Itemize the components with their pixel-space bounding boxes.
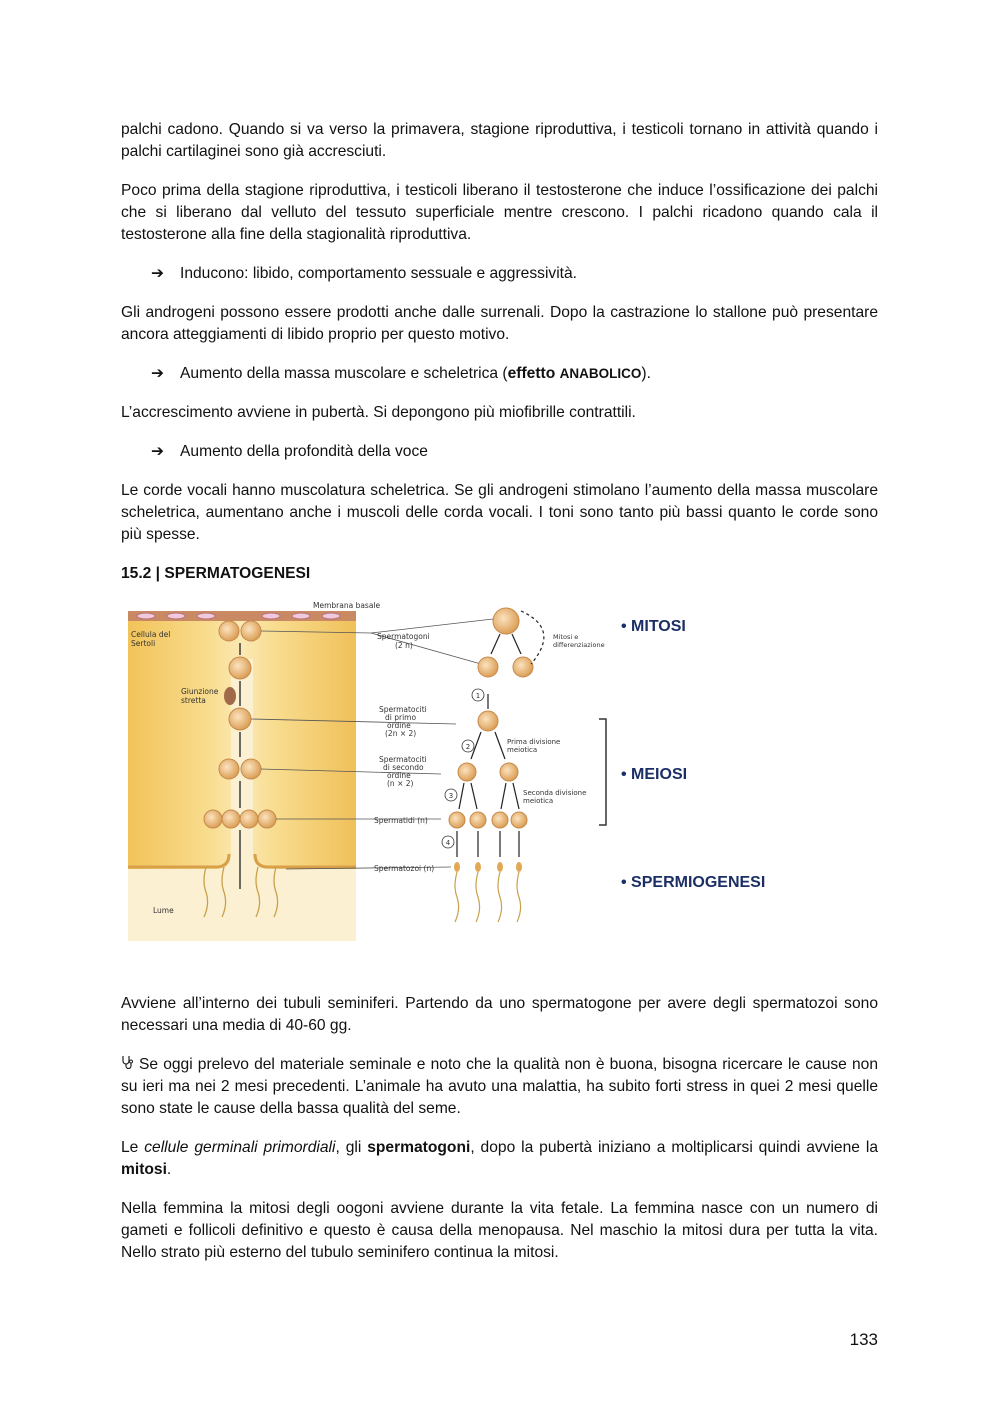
figure-label: Spermatogoni	[377, 632, 430, 641]
figure-label: (n × 2)	[387, 779, 414, 788]
figure-label: Giunzione	[181, 687, 219, 696]
figure-label: Membrana basale	[313, 601, 381, 610]
figure-svg	[121, 599, 878, 969]
bullet-text: ).	[641, 365, 651, 382]
figure-label: (2 n)	[395, 641, 413, 650]
italic-text: cellule germinali primordiali	[144, 1139, 336, 1156]
bullet-item	[121, 263, 878, 285]
step-number: 1	[475, 692, 481, 700]
paragraph: palchi cadono. Quando si va verso la primavera, stagione riproduttiva, i testicoli tornano in attività quando i palchi cartilaginei sono già accresciuti.	[121, 121, 878, 160]
arrow-icon: ➔	[151, 265, 165, 282]
bold-text: spermatogoni	[367, 1139, 471, 1156]
figure-label: Mitosi e	[553, 633, 579, 641]
figure-label: Cellula del	[131, 630, 171, 639]
paragraph: Avviene all’interno dei tubuli seminiferi. Partendo da uno spermatogone per avere degli spermatozoi sono necessari una media di 40-60 gg.	[121, 995, 878, 1034]
step-number: 2	[465, 743, 471, 751]
phase-label-meiosi: • MEIOSI	[621, 766, 688, 783]
figure-label: Spermatociti	[379, 705, 427, 714]
figure-label: Sertoli	[131, 639, 156, 648]
section-heading: 15.2 | SPERMATOGENESI	[121, 565, 311, 582]
figure-label: Seconda divisione	[523, 789, 587, 797]
tight-junction	[224, 687, 236, 705]
figure-label: ordine	[387, 771, 411, 780]
figure-label: ordine	[387, 721, 411, 730]
step-number: 3	[448, 792, 454, 800]
bullet-item	[121, 441, 878, 463]
bullet-text: Inducono: libido, comportamento sessuale e aggressività.	[180, 265, 578, 282]
figure-label: Prima divisione	[507, 738, 561, 746]
bullet-text: Aumento della profondità della voce	[180, 443, 428, 460]
figure-label: differenziazione	[553, 641, 605, 649]
figure-label: stretta	[181, 696, 206, 705]
paragraph-text: Se oggi prelevo del materiale seminale e noto che la qualità non è buona, bisogna ricercare le cause non su ieri ma nei 2 mesi precedenti. L’animale ha avuto una malattia, ha subito forti stress in quei 2 mesi quelle sono state le cause della bassa qualità del seme.	[121, 1056, 878, 1117]
figure-label: di primo	[385, 713, 417, 722]
figure-label: Spermatozoi (n)	[374, 864, 435, 873]
figure-label: di secondo	[383, 763, 424, 772]
bullet-item	[121, 363, 878, 385]
bold-text: effetto	[507, 365, 556, 382]
paragraph: Nella femmina la mitosi degli oogoni avviene durante la vita fetale. La femmina nasce con un numero di gameti e follicoli definitivo e questo è causa della menopausa. Nel maschio la mitosi dura per tutta la vita. Nello strato più esterno del tubulo seminifero continua la mitosi.	[121, 1200, 878, 1261]
paragraph	[121, 1137, 878, 1181]
phase-label-mitosi: • MITOSI	[621, 618, 686, 635]
paragraph: L’accrescimento avviene in pubertà. Si depongono più miofibrille contrattili.	[121, 404, 636, 421]
paragraph: Gli androgeni possono essere prodotti anche dalle surrenali. Dopo la castrazione lo stallone può presentare ancora atteggiamenti di libido proprio per questo motivo.	[121, 304, 878, 343]
figure-label: meiotica	[507, 746, 538, 754]
document-page	[121, 119, 878, 1281]
text-run: Le	[121, 1139, 145, 1156]
paragraph	[121, 1054, 878, 1120]
figure-label: Spermatociti	[379, 755, 427, 764]
spermatogenesis-figure	[121, 599, 878, 969]
step-number: 4	[445, 839, 451, 847]
text-run: , gli	[335, 1139, 368, 1156]
page-number: 133	[849, 1330, 878, 1349]
text-run: , dopo la pubertà iniziano a moltiplicarsi quindi avviene la	[470, 1139, 878, 1156]
figure-label: Spermatidi (n)	[374, 816, 428, 825]
stethoscope-icon	[121, 1054, 139, 1076]
bullet-text: Aumento della massa muscolare e scheletrica (	[180, 365, 508, 382]
figure-label: meiotica	[523, 797, 554, 805]
bold-text: ANABOLICO	[559, 366, 642, 381]
figure-label: Lume	[153, 906, 174, 915]
arrow-icon: ➔	[151, 365, 165, 382]
figure-label: (2n × 2)	[385, 729, 417, 738]
paragraph: Le corde vocali hanno muscolatura scheletrica. Se gli androgeni stimolano l’aumento della massa muscolare scheletrica, aumentano anche i muscoli delle corda vocali. I toni sono tanto più bassi quanto le corde sono più spesse.	[121, 482, 878, 543]
text-run: .	[166, 1161, 172, 1178]
phase-label-spermiogenesi: • SPERMIOGENESI	[621, 874, 766, 891]
paragraph: Poco prima della stagione riproduttiva, i testicoli liberano il testosterone che induce l’ossificazione dei palchi che si liberano dal velluto del tessuto superficiale mentre crescono. I palchi ricadono quando cala il testosterone alla fine della stagionalità riproduttiva.	[121, 182, 878, 243]
bold-text: mitosi	[121, 1161, 167, 1178]
arrow-icon: ➔	[151, 443, 165, 460]
